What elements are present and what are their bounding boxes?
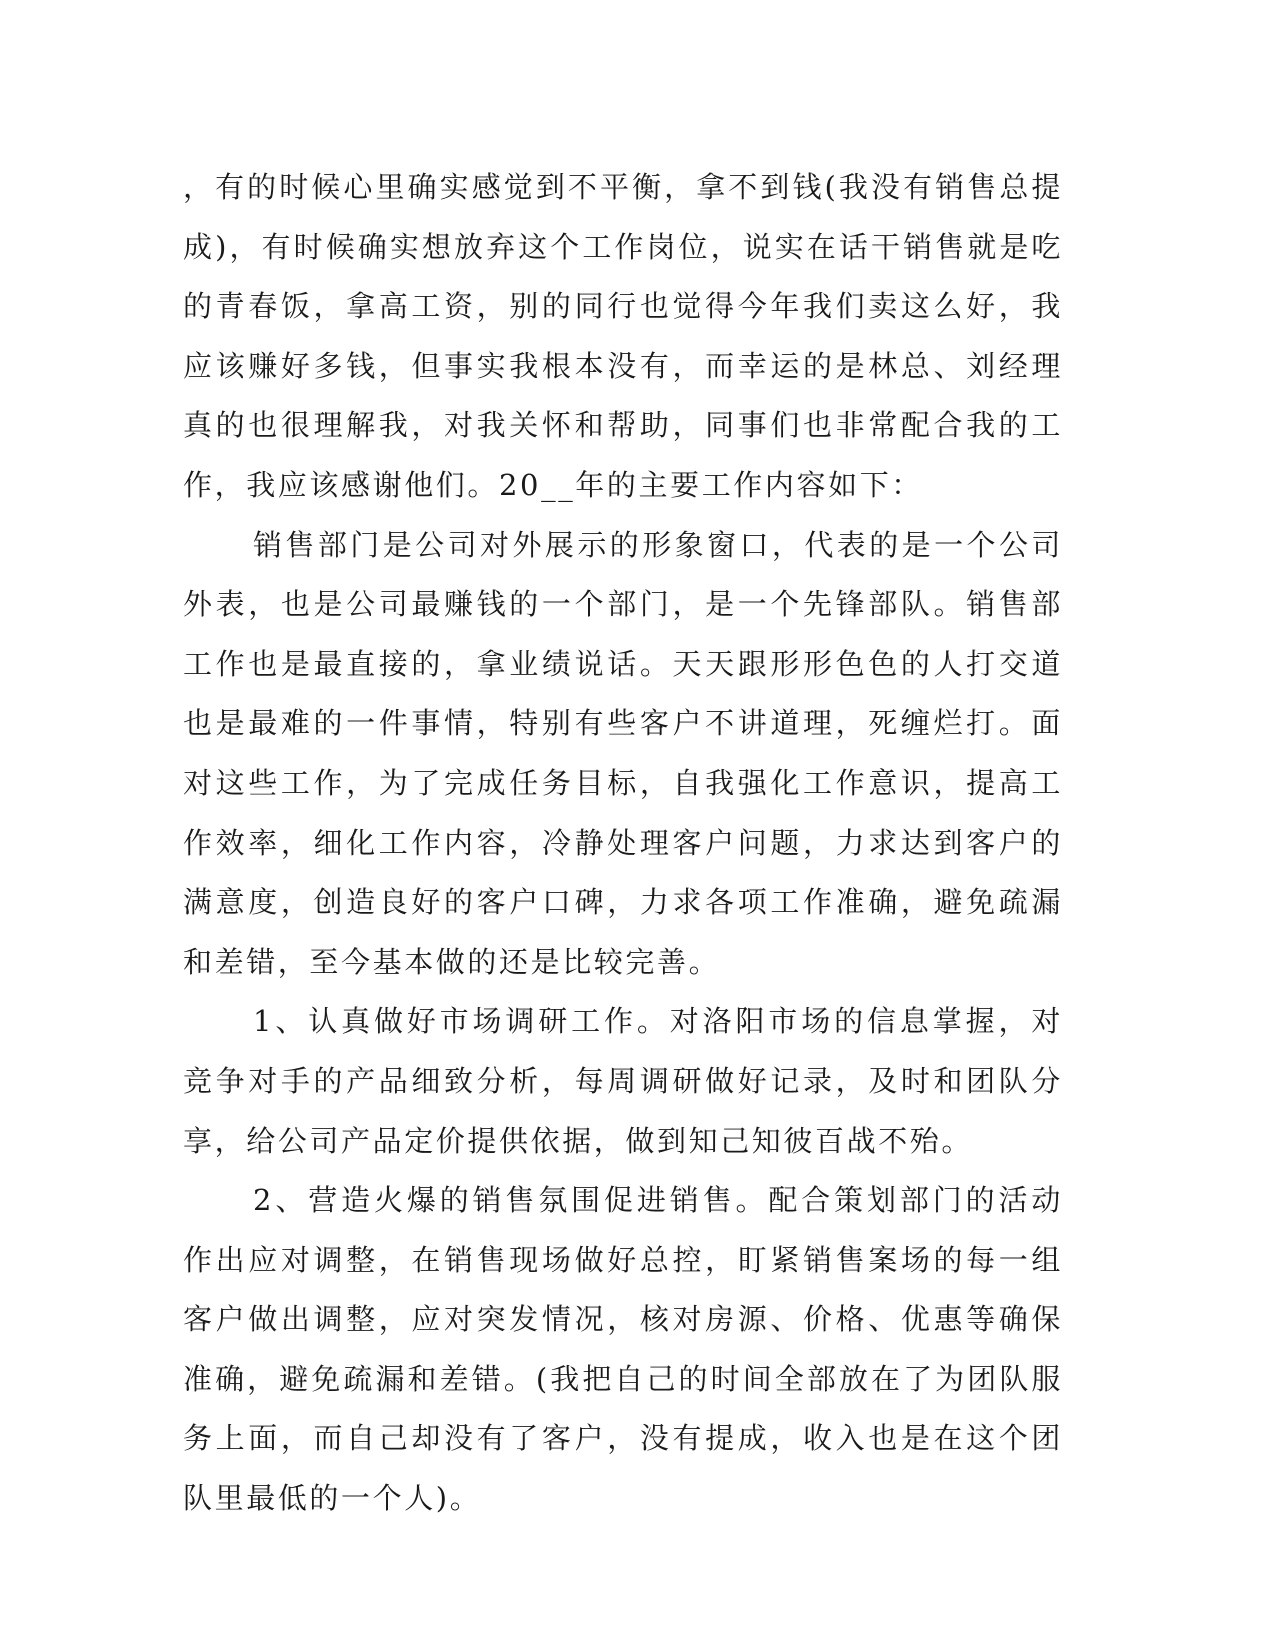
paragraph-item-1-market-research: 1、认真做好市场调研工作。对洛阳市场的信息掌握，对竞争对手的产品细致分析，每周调研做好记录，及时和团队分享，给公司产品定价提供依据，做到知己知彼百战不殆。 — [183, 1004, 1063, 1158]
paragraph-item-2-sales-atmosphere: 2、营造火爆的销售氛围促进销售。配合策划部门的活动作出应对调整，在销售现场做好总控，盯紧销售案场的每一组客户做出调整，应对突发情况，核对房源、价格、优惠等确保准确，避免疏漏和差错。(我把自己的时间全部放在了为团队服务上面，而自己却没有了客户，没有提成，收入也是在这个团队里最低的一个人)。 — [183, 1183, 1063, 1516]
paragraph-intro: ，有的时候心里确实感觉到不平衡，拿不到钱(我没有销售总提成)，有时候确实想放弃这个工作岗位，说实在话干销售就是吃的青春饭，拿高工资，别的同行也觉得今年我们卖这么好，我应该赚好多钱，但事实我根本没有，而幸运的是林总、刘经理真的也很理解我，对我关怀和帮助，同事们也非常配合我的工作，我应该感谢他们。20__年的主要工作内容如下： — [183, 170, 1063, 502]
paragraph-sales-department: 销售部门是公司对外展示的形象窗口，代表的是一个公司外表，也是公司最赚钱的一个部门，是一个先锋部队。销售部工作也是最直接的，拿业绩说话。天天跟形形色色的人打交道也是最难的一件事情，特别有些客户不讲道理，死缠烂打。面对这些工作，为了完成任务目标，自我强化工作意识，提高工作效率，细化工作内容，冷静处理客户问题，力求达到客户的满意度，创造良好的客户口碑，力求各项工作准确，避免疏漏和差错，至今基本做的还是比较完善。 — [183, 527, 1063, 979]
document-body — [183, 158, 1063, 1529]
